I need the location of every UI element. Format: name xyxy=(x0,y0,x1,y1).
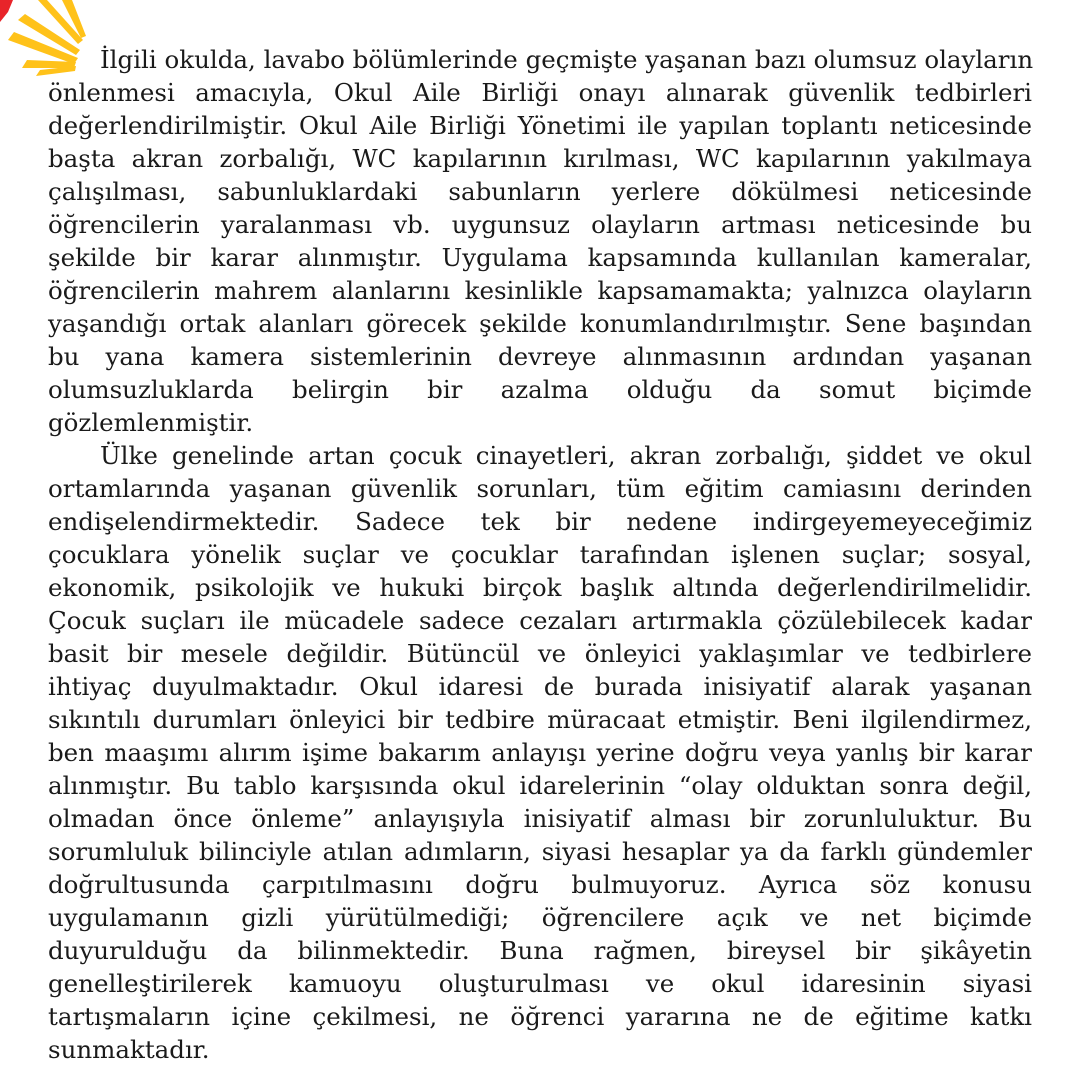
text-line: ekonomik, psikolojik ve hukuki birçok başlık altında değerlendirilmelidir. xyxy=(48,573,1032,602)
text-line: öğrencilerin mahrem alanlarını kesinlikle kapsamamakta; yalnızca olayların xyxy=(48,276,1032,305)
text-line: şekilde bir karar alınmıştır. Uygulama kapsamında kullanılan kameralar, xyxy=(48,243,1032,272)
text-line: gözlemlenmiştir. xyxy=(48,408,254,437)
text-line: bu yana kamera sistemlerinin devreye alınmasının ardından yaşanan xyxy=(48,342,1032,371)
text-line: tartışmaların içine çekilmesi, ne öğrenci yararına ne de eğitime katkı xyxy=(48,1002,1032,1031)
text-line: ben maaşımı alırım işime bakarım anlayışı yerine doğru veya yanlış bir karar xyxy=(48,738,1032,767)
text-line: Ülke genelinde artan çocuk cinayetleri, akran zorbalığı, şiddet ve okul xyxy=(100,441,1032,470)
text-line: öğrencilerin yaralanması vb. uygunsuz olayların artması neticesinde bu xyxy=(48,210,1032,239)
text-line: yaşandığı ortak alanları görecek şekilde konumlandırılmıştır. Sene başından xyxy=(48,309,1032,338)
article-body xyxy=(48,43,1032,1066)
text-line: İlgili okulda, lavabo bölümlerinde geçmişte yaşanan bazı olumsuz olayların xyxy=(100,45,1034,74)
paragraph-2 xyxy=(48,439,1032,1066)
text-line: uygulamanın gizli yürütülmediği; öğrencilere açık ve net biçimde xyxy=(48,903,1032,932)
text-line: olmadan önce önleme” anlayışıyla inisiyatif alması bir zorunluluktur. Bu xyxy=(48,804,1032,833)
text-line: Çocuk suçları ile mücadele sadece cezaları artırmakla çözülebilecek kadar xyxy=(48,606,1032,635)
text-line: ihtiyaç duyulmaktadır. Okul idaresi de burada inisiyatif alarak yaşanan xyxy=(48,672,1032,701)
text-line: duyurulduğu da bilinmektedir. Buna rağmen, bireysel bir şikâyetin xyxy=(48,936,1032,965)
text-line: önlenmesi amacıyla, Okul Aile Birliği onayı alınarak güvenlik tedbirleri xyxy=(48,78,1032,107)
text-line: doğrultusunda çarpıtılmasını doğru bulmuyoruz. Ayrıca söz konusu xyxy=(48,870,1032,899)
text-line: basit bir mesele değildir. Bütüncül ve önleyici yaklaşımlar ve tedbirlere xyxy=(48,639,1032,668)
text-line: çocuklara yönelik suçlar ve çocuklar tarafından işlenen suçlar; sosyal, xyxy=(48,540,1032,569)
text-line: sorumluluk bilinciyle atılan adımların, siyasi hesaplar ya da farklı gündemler xyxy=(48,837,1032,866)
text-line: ortamlarında yaşanan güvenlik sorunları, tüm eğitim camiasını derinden xyxy=(48,474,1032,503)
paragraph-1 xyxy=(48,43,1032,439)
text-line: değerlendirilmiştir. Okul Aile Birliği Yönetimi ile yapılan toplantı neticesinde xyxy=(48,111,1032,140)
text-line: sunmaktadır. xyxy=(48,1035,210,1064)
sunburst-accent xyxy=(0,0,13,22)
text-line: endişelendirmektedir. Sadece tek bir nedene indirgeyemeyeceğimiz xyxy=(48,507,1032,536)
text-line: alınmıştır. Bu tablo karşısında okul idarelerinin “olay olduktan sonra değil, xyxy=(48,771,1032,800)
text-line: çalışılması, sabunluklardaki sabunların yerlere dökülmesi neticesinde xyxy=(48,177,1032,206)
text-line: başta akran zorbalığı, WC kapılarının kırılması, WC kapılarının yakılmaya xyxy=(48,144,1032,173)
text-line: genelleştirilerek kamuoyu oluşturulması ve okul idaresinin siyasi xyxy=(48,969,1032,998)
text-line: olumsuzluklarda belirgin bir azalma olduğu da somut biçimde xyxy=(48,375,1032,404)
text-line: sıkıntılı durumları önleyici bir tedbire müracaat etmiştir. Beni ilgilendirmez, xyxy=(48,705,1032,734)
